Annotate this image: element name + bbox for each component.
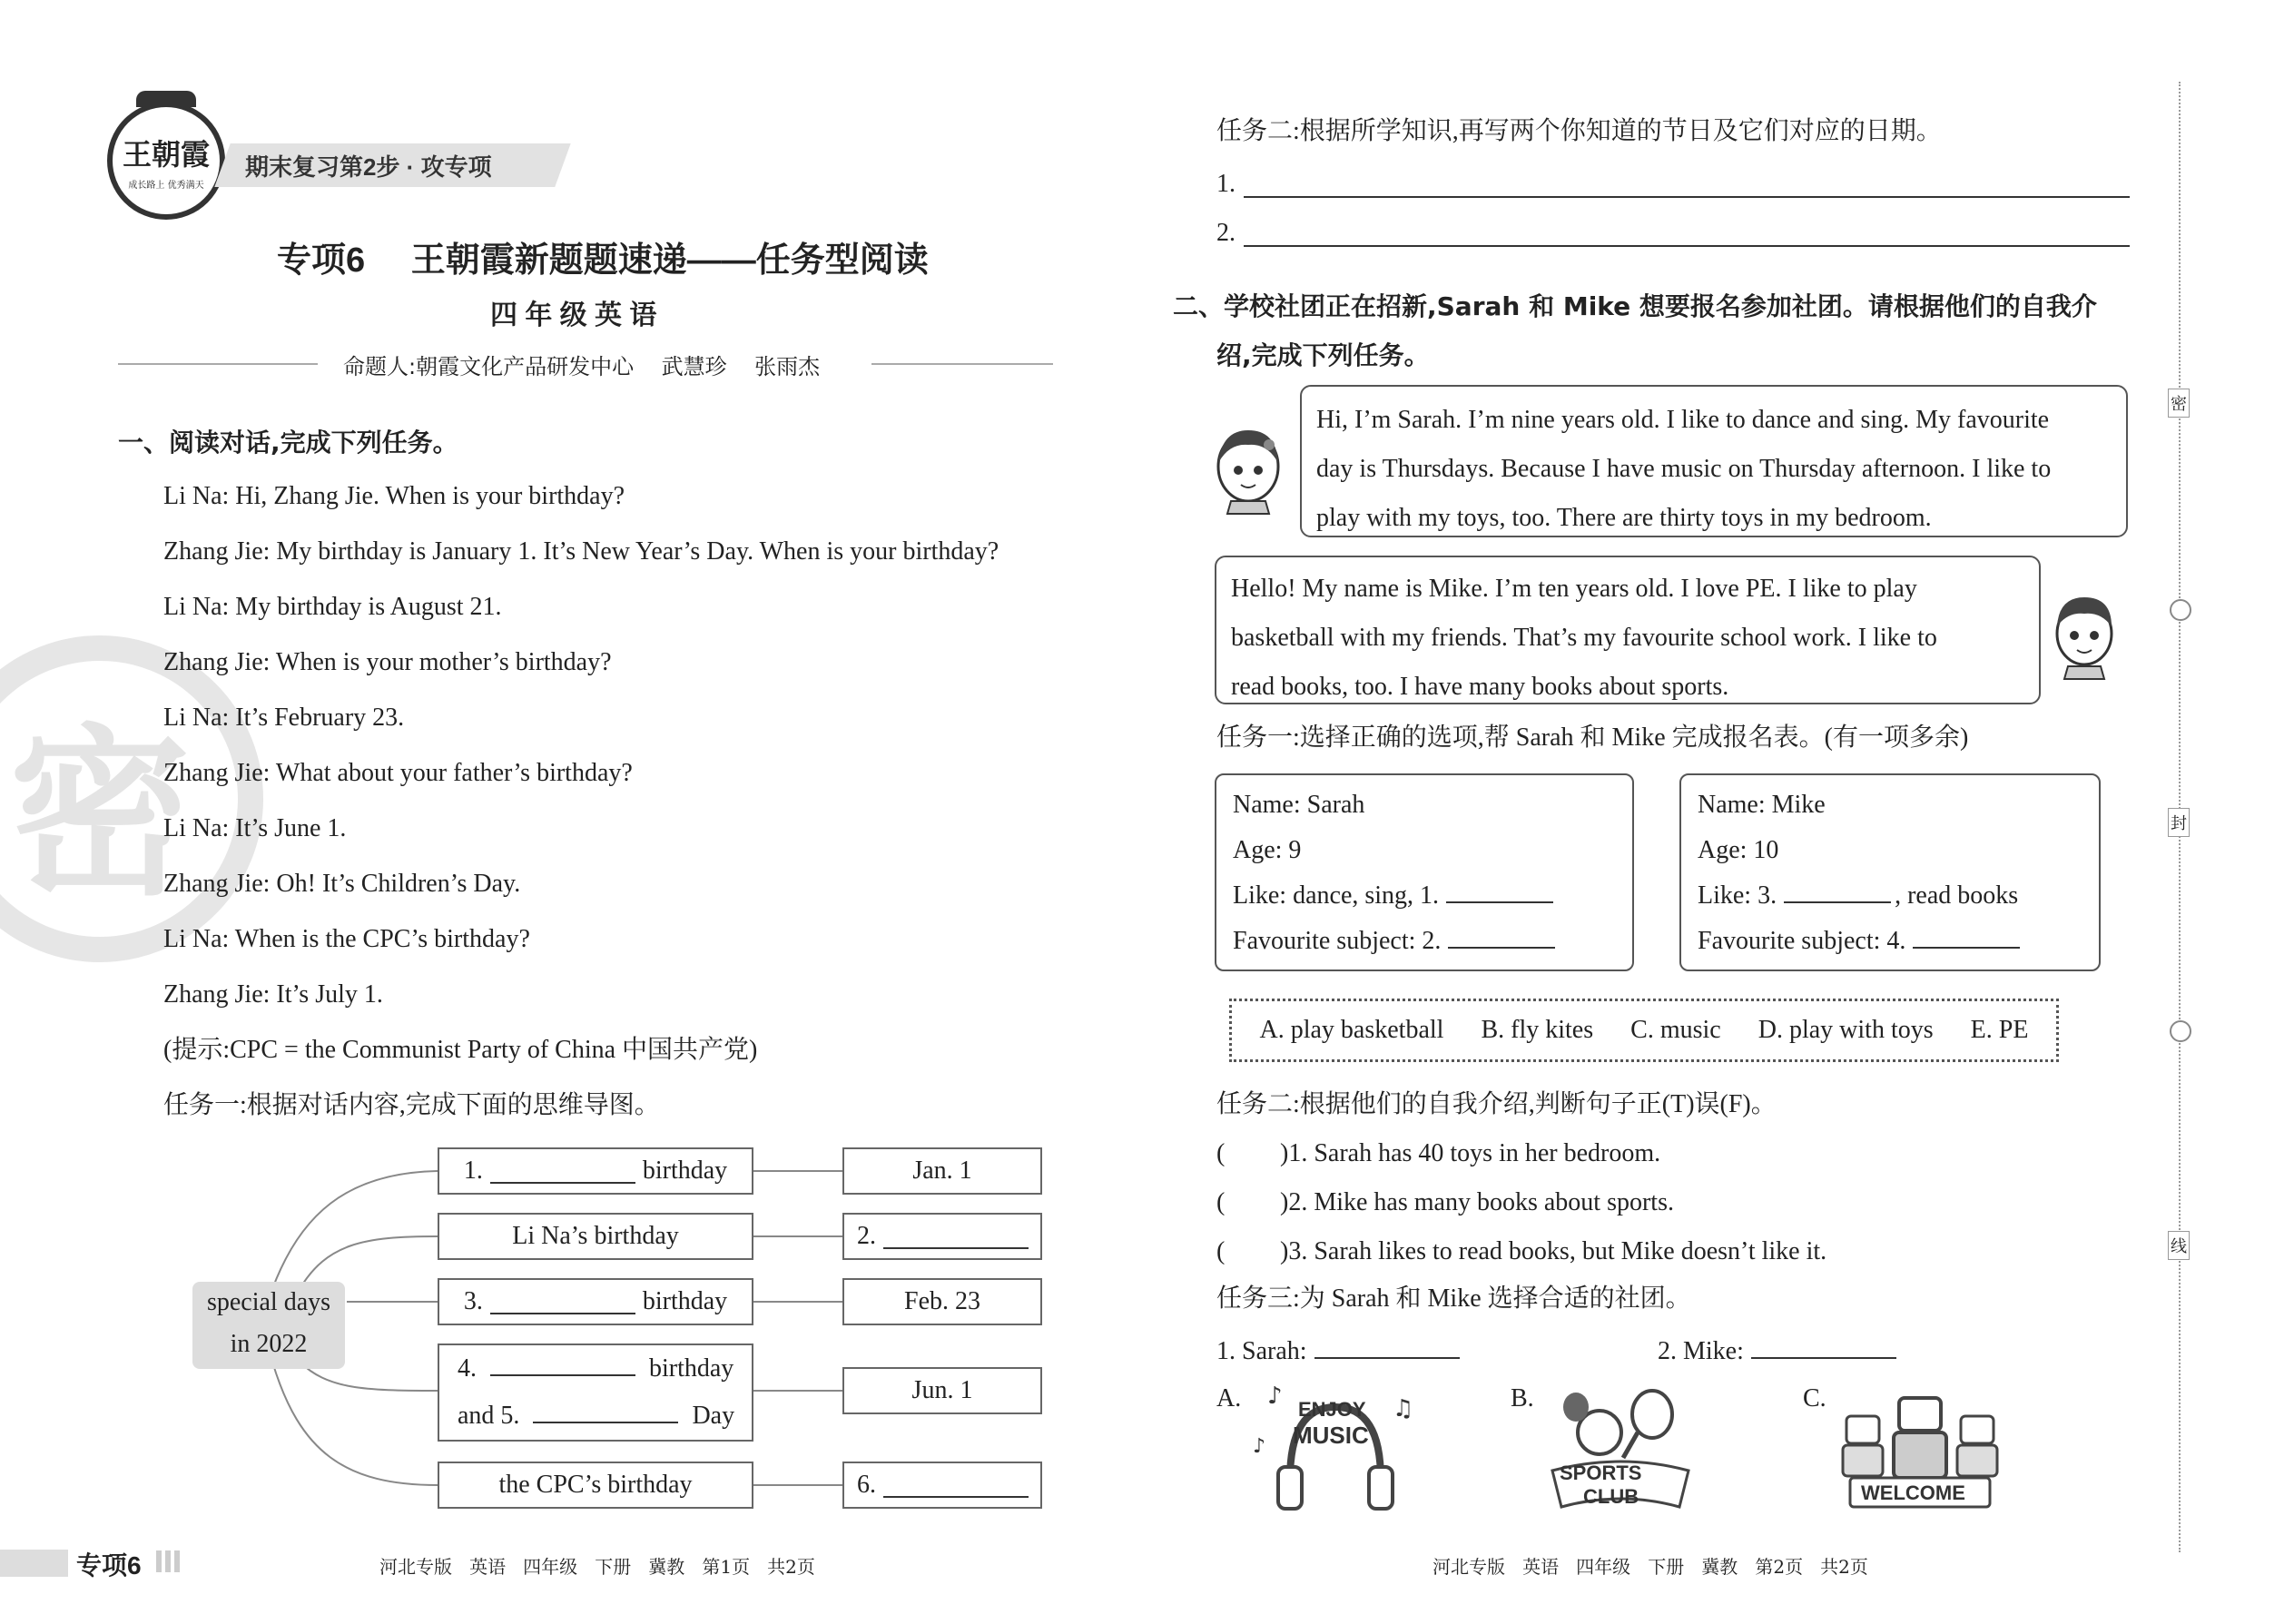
form-sarah-like: Like: dance, sing, 1. (1233, 881, 1440, 910)
mindmap-date-1: Jan. 1 (842, 1147, 1042, 1195)
option-a: A. play basketball (1259, 1016, 1444, 1044)
answer-mike: 2. Mike: (1658, 1334, 1896, 1367)
mindmap-date-5: 6. (842, 1462, 1042, 1509)
mike-line: basketball with my friends. That’s my favourite school work. I like to (1231, 624, 1937, 652)
dialogue-line: Li Na: It’s February 23. (163, 704, 405, 732)
dialogue-line: Li Na: My birthday is August 21. (163, 593, 502, 621)
svg-text:♪: ♪ (1267, 1383, 1283, 1410)
mindmap-node-4: 4. birthday and 5. Day (438, 1343, 753, 1442)
mindmap-date-3: Feb. 23 (842, 1278, 1042, 1325)
form-mike-subject: Favourite subject: 4. (1698, 927, 1906, 955)
answer-blank-p2-2[interactable] (1448, 924, 1555, 949)
task2-heading: 任务二:根据所学知识,再写两个你知道的节日及它们对应的日期。 (1216, 117, 1942, 145)
margin-mark-3: 线 (2168, 1231, 2190, 1260)
tf-statement-1: )1. Sarah has 40 toys in her bedroom. (1280, 1139, 1661, 1167)
club-a-word2: MUSIC (1293, 1422, 1369, 1449)
answer-blank-4[interactable] (490, 1352, 635, 1376)
club-c-word1: WELCOME (1861, 1481, 1965, 1504)
sarah-line: day is Thursdays. Because I have music on Thursday afternoon. I like to (1316, 455, 2052, 483)
task1-instruction: 任务一:根据对话内容,完成下面的思维导图。 (163, 1091, 660, 1119)
hint-line: (提示:CPC = the Communist Party of China 中国共产党) (163, 1036, 758, 1064)
series-label: 期末复习第2步 · 攻专项 (245, 153, 492, 181)
mindmap-center (192, 1282, 345, 1369)
club-b-word2: CLUB (1583, 1485, 1639, 1508)
options-box (1229, 999, 2059, 1062)
part2-heading-1: 二、学校社团正在招新,Sarah 和 Mike 想要报名参加社团。请根据他们的自我介 (1173, 291, 2097, 321)
write-line-1[interactable] (1244, 196, 2130, 198)
option-b: B. fly kites (1481, 1016, 1594, 1044)
answer-blank-6[interactable] (883, 1472, 1029, 1497)
mindmap-date-4: Jun. 1 (842, 1367, 1042, 1414)
footer-left-info: 河北专版 英语 四年级 下册 冀教 第1页 共2页 (379, 1556, 815, 1578)
authors: 命题人:朝霞文化产品研发中心 武慧珍 张雨杰 (343, 354, 821, 379)
margin-circle-icon (2170, 1020, 2191, 1042)
sarah-line: Hi, I’m Sarah. I’m nine years old. I like to dance and sing. My favourite (1316, 406, 2050, 434)
option-c: C. music (1630, 1016, 1721, 1044)
racket-icon (1632, 1391, 1672, 1438)
form-mike-name: Name: Mike (1698, 791, 1826, 819)
mindmap-node-3: 3. birthday (438, 1278, 753, 1325)
tf-statement-3: )3. Sarah likes to read books, but Mike doesn’t like it. (1280, 1237, 1827, 1265)
p2-task3-instruction: 任务三:为 Sarah 和 Mike 选择合适的社团。 (1216, 1284, 1691, 1313)
footer-bar (0, 1550, 68, 1577)
answer-blank-2[interactable] (883, 1224, 1029, 1248)
dialogue-line: Zhang Jie: My birthday is January 1. It’s New Year’s Day. When is your birthday? (163, 537, 999, 566)
svg-text:♫: ♫ (1393, 1395, 1414, 1422)
tf-open[interactable]: ( (1216, 1188, 1226, 1216)
form-sarah-age: Age: 9 (1233, 836, 1302, 864)
center-line1: special days (206, 1288, 331, 1316)
dialogue-line: Li Na: It’s June 1. (163, 814, 347, 842)
page-subtitle: 四 年 级 英 语 (490, 300, 657, 330)
tf-open[interactable]: ( (1216, 1139, 1226, 1167)
answer-blank-mike-club[interactable] (1751, 1334, 1896, 1359)
answer-blank-1[interactable] (490, 1158, 635, 1183)
dialogue-line: Zhang Jie: It’s July 1. (163, 980, 383, 1009)
form-mike-like: Like: 3. (1698, 881, 1777, 910)
sarah-intro-box (1300, 385, 2128, 537)
tf-open[interactable]: ( (1216, 1237, 1226, 1265)
answer-blank-3[interactable] (490, 1289, 635, 1314)
option-e: E. PE (1970, 1016, 2029, 1044)
tf-statement-2: )2. Mike has many books about sports. (1280, 1188, 1674, 1216)
mindmap-node-1: 1. birthday (438, 1147, 753, 1195)
mike-intro-box (1215, 556, 2041, 704)
answer-blank-5[interactable] (533, 1399, 678, 1423)
mindmap-date-2: 2. (842, 1213, 1042, 1260)
title-brand: 王朝霞 (410, 239, 515, 280)
branch-1 (272, 1171, 438, 1289)
sarah-line: play with my toys, too. There are thirty toys in my bedroom. (1316, 504, 1932, 532)
p2-task2-instruction: 任务二:根据他们的自我介绍,判断句子正(T)误(F)。 (1216, 1090, 1777, 1118)
mike-avatar (2050, 590, 2119, 681)
footer-dots (156, 1550, 183, 1572)
answer-blank-p2-1[interactable] (1446, 879, 1553, 903)
form-mike-age: Age: 10 (1698, 836, 1779, 864)
option-d: D. play with toys (1757, 1016, 1934, 1044)
margin-mark-2: 封 (2168, 808, 2190, 837)
write-line-label: 1. (1216, 170, 1236, 198)
form-sarah-name: Name: Sarah (1233, 791, 1365, 819)
mindmap-node-2: Li Na’s birthday (438, 1213, 753, 1260)
club-c-letter: C. (1803, 1384, 1826, 1412)
answer-sarah: 1. Sarah: (1216, 1334, 1460, 1367)
footer-special: 专项6 (76, 1551, 142, 1580)
svg-text:♪: ♪ (1253, 1435, 1266, 1458)
watermark-text: 密 (8, 708, 191, 920)
logo-sub: 成长路上 优秀满天 (128, 180, 204, 191)
write-line-2[interactable] (1244, 245, 2130, 247)
dialogue-line: Li Na: When is the CPC’s birthday? (163, 925, 530, 953)
club-b-letter: B. (1511, 1384, 1534, 1412)
dialogue-line: Zhang Jie: When is your mother’s birthday? (163, 648, 612, 676)
form-sarah-subject: Favourite subject: 2. (1233, 927, 1442, 955)
mike-line: read books, too. I have many books about sports. (1231, 673, 1729, 701)
p2-task1-instruction: 任务一:选择正确的选项,帮 Sarah 和 Mike 完成报名表。(有一项多余) (1216, 723, 1969, 752)
dialogue-line: Li Na: Hi, Zhang Jie. When is your birthday? (163, 482, 625, 510)
robot-icon (1899, 1398, 1941, 1431)
dialogue-line: Zhang Jie: What about your father’s birthday? (163, 759, 633, 787)
branch-5 (272, 1362, 438, 1485)
logo-text: 王朝霞 (122, 136, 210, 172)
club-a-letter: A. (1216, 1384, 1242, 1412)
title-main: 新题题速递——任务型阅读 (514, 241, 929, 280)
mindmap-node-5: the CPC’s birthday (438, 1462, 753, 1509)
part1-heading: 一、阅读对话,完成下列任务。 (118, 428, 458, 458)
club-b-word1: SPORTS (1560, 1462, 1642, 1484)
dialogue-line: Zhang Jie: Oh! It’s Children’s Day. (163, 870, 521, 898)
margin-circle-icon (2170, 599, 2191, 621)
margin-mark-1: 密 (2168, 389, 2190, 418)
answer-blank-p2-4[interactable] (1913, 924, 2020, 949)
form-mike: Name: Mike Age: 10 Like: 3. , read books Favourite subject: 4. (1679, 773, 2101, 971)
answer-blank-sarah-club[interactable] (1314, 1334, 1460, 1359)
write-line-label: 2. (1216, 219, 1236, 247)
form-sarah (1215, 773, 1634, 971)
club-a-word1: ENJOY (1298, 1398, 1366, 1421)
title-special: 专项6 (277, 241, 366, 280)
footer-right-info: 河北专版 英语 四年级 下册 冀教 第2页 共2页 (1433, 1556, 1868, 1578)
center-line2: in 2022 (230, 1330, 308, 1358)
mike-line: Hello! My name is Mike. I’m ten years old. I love PE. I like to play (1231, 575, 1917, 603)
part2-heading-2: 绍,完成下列任务。 (1216, 340, 1430, 370)
sarah-avatar (1213, 425, 1284, 516)
answer-blank-p2-3[interactable] (1784, 879, 1891, 903)
